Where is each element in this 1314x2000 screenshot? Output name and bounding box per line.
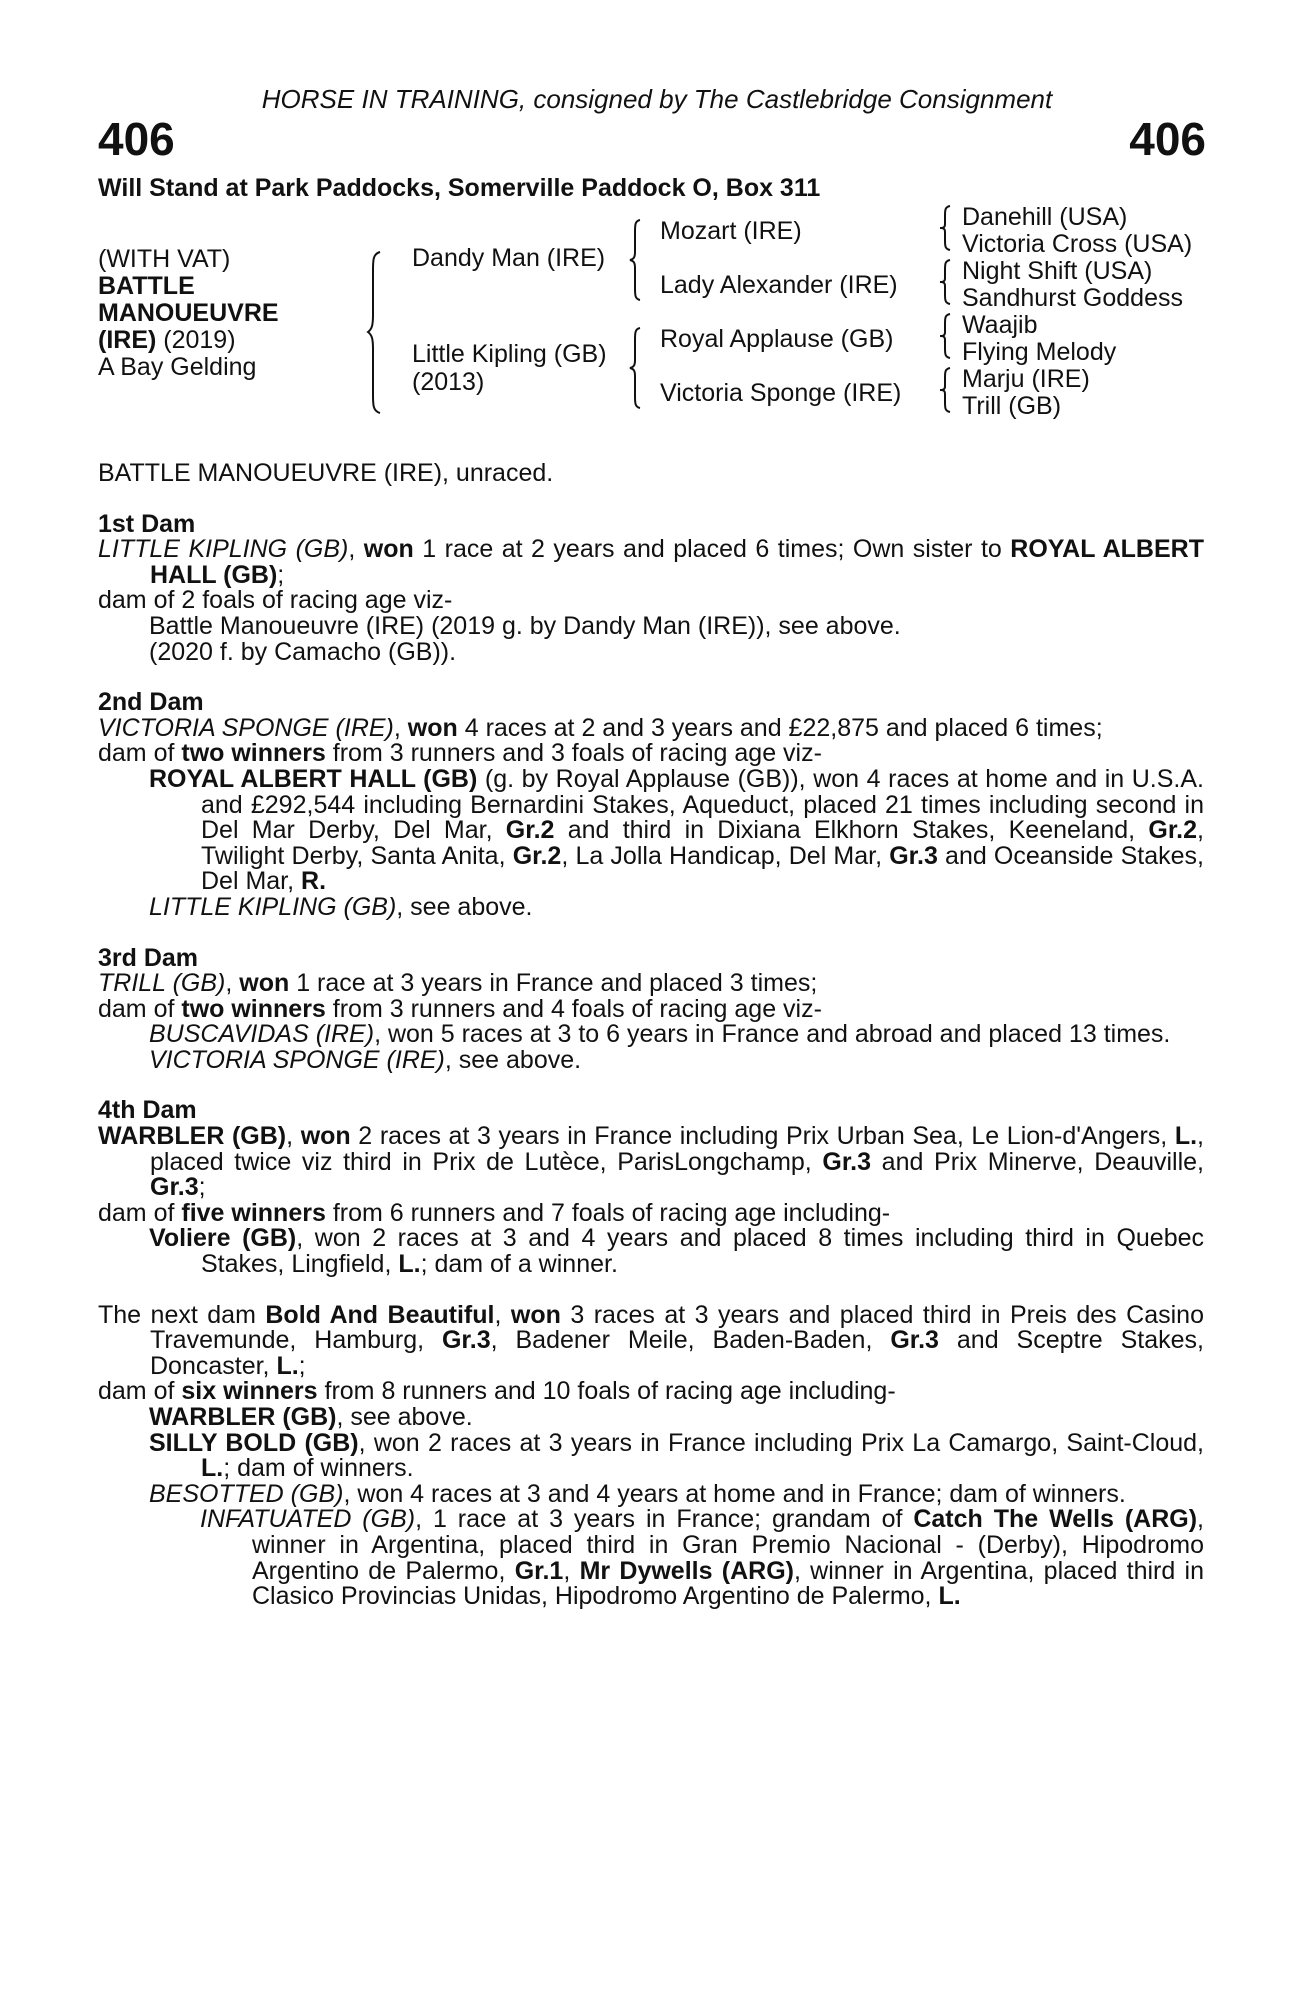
gg-8: Trill (GB)	[962, 392, 1062, 420]
lot-number-left: 406	[98, 113, 175, 165]
stand-info: Will Stand at Park Paddocks, Somerville Paddock O, Box 311	[98, 174, 821, 202]
second-dam-produce-1: ROYAL ALBERT HALL (GB) (g. by Royal Applause (GB)), won 4 races at home and in U.S.A. and £292,544 including Bernardini Stakes, Aqueduct, placed 21 times including second in Del Mar Derby, Del Mar, Gr.2 and third in Dixiana Elkhorn Stakes, Keeneland, Gr.2, Twilight Derby, Santa Anita, Gr.2, La Jolla Handicap, Del Mar, Gr.3 and Oceanside Stakes, Del Mar, R.	[149, 764, 1204, 896]
bracket-main	[368, 250, 388, 415]
gg-6: Flying Melody	[962, 338, 1117, 366]
second-dam-foals: dam of two winners from 3 runners and 3 foals of racing age viz-	[98, 739, 822, 768]
gg-7: Marju (IRE)	[962, 365, 1090, 393]
consignment-header: HORSE IN TRAINING, consigned by The Castlebridge Consignment	[261, 84, 1053, 114]
bracket-gg-4	[940, 366, 954, 414]
horse-year: (2019)	[156, 326, 236, 354]
dam: Little Kipling (GB)	[412, 340, 607, 368]
gg-1: Danehill (USA)	[962, 203, 1128, 231]
fourth-dam-foals: dam of five winners from 6 runners and 7 foals of racing age including-	[98, 1198, 891, 1227]
first-dam-produce-1: Battle Manoueuvre (IRE) (2019 g. by Dandy Man (IRE)), see above.	[149, 611, 901, 640]
third-dam-produce-1: BUSCAVIDAS (IRE), won 5 races at 3 to 6 years in France and abroad and placed 13 times.	[149, 1020, 1171, 1049]
second-dam-heading: 2nd Dam	[98, 688, 204, 717]
first-dam-heading: 1st Dam	[98, 509, 196, 538]
dam-sire: Royal Applause (GB)	[660, 325, 894, 353]
fourth-dam-text: WARBLER (GB), won 2 races at 3 years in France including Prix Urban Sea, Le Lion-d'Angers, L., placed twice viz third in Prix de Lutèce, ParisLongchamp, Gr.3 and Prix Minerve, Deauville, Gr.3;	[98, 1122, 1204, 1202]
gg-4: Sandhurst Goddess	[962, 284, 1183, 312]
catalogue-body	[98, 461, 1204, 1610]
fourth-dam-heading: 4th Dam	[98, 1096, 197, 1125]
horse-name-line1: BATTLE	[98, 272, 195, 300]
sire-dam: Lady Alexander (IRE)	[660, 271, 898, 299]
gg-5: Waajib	[962, 311, 1038, 339]
next-dam-produce-3: BESOTTED (GB), won 4 races at 3 and 4 years at home and in France; dam of winners.	[149, 1479, 1126, 1508]
dam-year: (2013)	[412, 368, 485, 396]
bracket-gg-3	[940, 312, 954, 360]
sire: Dandy Man (IRE)	[412, 244, 606, 272]
lot-number-right: 406	[1129, 113, 1206, 165]
next-dam-text: The next dam Bold And Beautiful, won 3 races at 3 years and placed third in Preis des Casino Travemunde, Hamburg, Gr.3, Badener Meile, Baden-Baden, Gr.3 and Sceptre Stakes, Doncaster, L.;	[98, 1300, 1204, 1380]
horse-description: A Bay Gelding	[98, 353, 257, 381]
third-dam-foals: dam of two winners from 3 runners and 4 foals of racing age viz-	[98, 994, 822, 1023]
fourth-dam-produce-1: Voliere (GB), won 2 races at 3 and 4 years and placed 8 times including third in Quebec Stakes, Lingfield, L.; dam of a winner.	[149, 1224, 1205, 1279]
next-dam-foals: dam of six winners from 8 runners and 10 foals of racing age including-	[98, 1377, 896, 1406]
third-dam-heading: 3rd Dam	[98, 943, 199, 972]
gg-3: Night Shift (USA)	[962, 257, 1153, 285]
gg-2: Victoria Cross (USA)	[962, 230, 1193, 258]
next-dam-produce-1: WARBLER (GB), see above.	[149, 1403, 473, 1431]
horse-name-line3: (IRE) (2019)	[98, 326, 236, 354]
second-dam-text: VICTORIA SPONGE (IRE), won 4 races at 2 and 3 years and £22,875 and placed 6 times;	[98, 713, 1103, 742]
bracket-gg-2	[940, 258, 954, 306]
horse-name-line2: MANOUEUVRE	[98, 299, 279, 327]
bracket-sire	[630, 218, 646, 302]
third-dam-produce-2: VICTORIA SPONGE (IRE), see above.	[149, 1045, 582, 1074]
bracket-dam	[630, 326, 646, 410]
third-dam-text: TRILL (GB), won 1 race at 3 years in France and placed 3 times;	[98, 969, 818, 998]
next-dam-produce-2: SILLY BOLD (GB), won 2 races at 3 years in France including Prix La Camargo, Saint-Cloud, L.; dam of winners.	[149, 1428, 1204, 1483]
first-dam-text: LITTLE KIPLING (GB), won 1 race at 2 years and placed 6 times; Own sister to ROYAL ALBERT HALL (GB);	[98, 535, 1204, 589]
bracket-gg-1	[940, 204, 954, 252]
dam-dam: Victoria Sponge (IRE)	[660, 379, 902, 407]
next-dam-produce-3-daughter: INFATUATED (GB), 1 race at 3 years in France; grandam of Catch The Wells (ARG), winner in Argentina, placed third in Gran Premio Nacional - (Derby), Hipodromo Argentino de Palermo, Gr.1, Mr Dywells (ARG), winner in Argentina, placed third in Clasico Provincias Unidas, Hipodromo Argentino de Palermo, L.	[200, 1505, 1204, 1611]
vat-note: (WITH VAT)	[98, 245, 231, 273]
second-dam-produce-2: LITTLE KIPLING (GB), see above.	[149, 892, 533, 921]
sire-sire: Mozart (IRE)	[660, 217, 802, 245]
race-summary: BATTLE MANOUEUVRE (IRE), unraced.	[98, 459, 554, 487]
first-dam-produce-2: (2020 f. by Camacho (GB)).	[149, 637, 457, 666]
first-dam-foals: dam of 2 foals of racing age viz-	[98, 586, 453, 615]
